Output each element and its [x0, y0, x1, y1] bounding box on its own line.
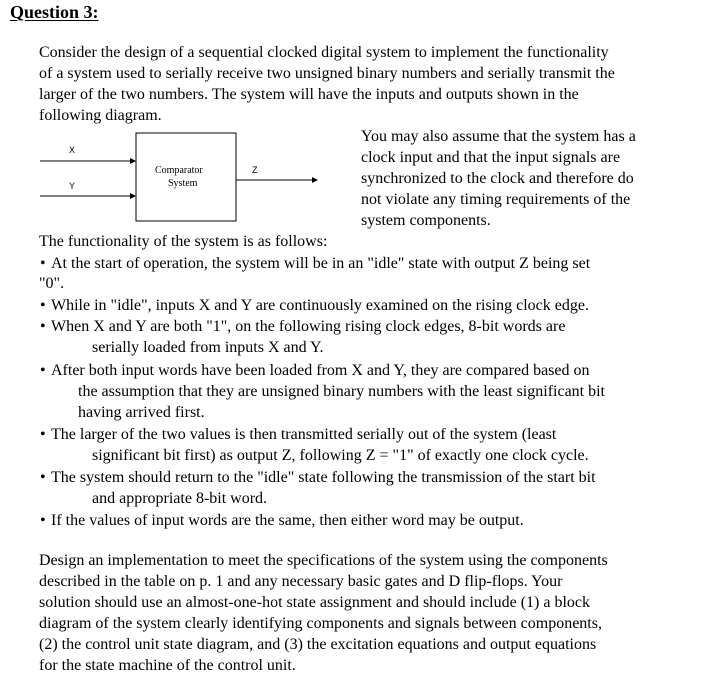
bullet-symbol: • — [40, 512, 46, 529]
bullet-text: While in "idle", inputs X and Y are continuously examined on the rising clock edge. — [51, 297, 589, 314]
bullet-symbol: • — [40, 426, 46, 443]
side-note-line: You may also assume that the system has a — [361, 128, 636, 145]
intro-line: following diagram. — [39, 107, 162, 124]
input-x-label: X — [69, 145, 76, 155]
side-note-line: system components. — [361, 212, 491, 229]
bullet-symbol: • — [40, 469, 46, 486]
bullet-symbol: • — [40, 318, 46, 335]
bullet-text: and appropriate 8-bit word. — [92, 490, 268, 507]
side-note-line: not violate any timing requirements of the — [361, 191, 631, 208]
design-line: Design an implementation to meet the specifications of the system using the components — [39, 552, 608, 569]
block-label-line1: Comparator — [155, 165, 203, 176]
intro-line: of a system used to serially receive two unsigned binary numbers and serially transmit the — [39, 65, 615, 82]
bullet-text: At the start of operation, the system will be in an "idle" state with output Z being set — [51, 255, 591, 272]
question-heading: Question 3: — [10, 2, 99, 22]
bullet-text: The system should return to the "idle" state following the transmission of the start bit — [51, 469, 596, 486]
bullet-text: the assumption that they are unsigned binary numbers with the least significant bit — [78, 383, 605, 400]
intro-line: Consider the design of a sequential clocked digital system to implement the functionality — [39, 44, 609, 61]
design-line: described in the table on p. 1 and any necessary basic gates and D flip-flops. Your — [39, 573, 563, 590]
design-line: (2) the control unit state diagram, and (3) the excitation equations and output equations — [39, 636, 597, 653]
bullet-symbol: • — [40, 297, 46, 314]
block-label-line2: System — [168, 178, 198, 189]
bullet-text: having arrived first. — [78, 404, 205, 421]
bullet-symbol: • — [40, 362, 46, 379]
bullet-text: The larger of the two values is then transmitted serially out of the system (least — [51, 426, 557, 443]
intro-line: larger of the two numbers. The system will have the inputs and outputs shown in the — [39, 86, 579, 103]
side-note-line: clock input and that the input signals are — [361, 149, 621, 166]
comparator-block — [136, 133, 236, 221]
bullet-text: When X and Y are both "1", on the following rising clock edges, 8-bit words are — [51, 318, 566, 335]
input-y-label: Y — [69, 181, 76, 191]
bullet-text: "0". — [39, 275, 65, 292]
design-line: diagram of the system clearly identifying components and signals between components, — [39, 615, 602, 632]
design-line: solution should use an almost-one-hot state assignment and should include (1) a block — [39, 594, 591, 611]
functionality-intro: The functionality of the system is as follows: — [39, 233, 328, 250]
side-note-line: synchronized to the clock and therefore do — [361, 170, 634, 187]
bullet-text: If the values of input words are the same, then either word may be output. — [51, 512, 524, 529]
bullet-text: significant bit first) as output Z, following Z = "1" of exactly one clock cycle. — [92, 447, 589, 464]
output-z-label: Z — [252, 165, 258, 175]
design-line: for the state machine of the control unit. — [39, 657, 296, 674]
bullet-text: serially loaded from inputs X and Y. — [92, 339, 324, 356]
bullet-text: After both input words have been loaded from X and Y, they are compared based on — [51, 362, 590, 379]
bullet-symbol: • — [40, 255, 46, 272]
